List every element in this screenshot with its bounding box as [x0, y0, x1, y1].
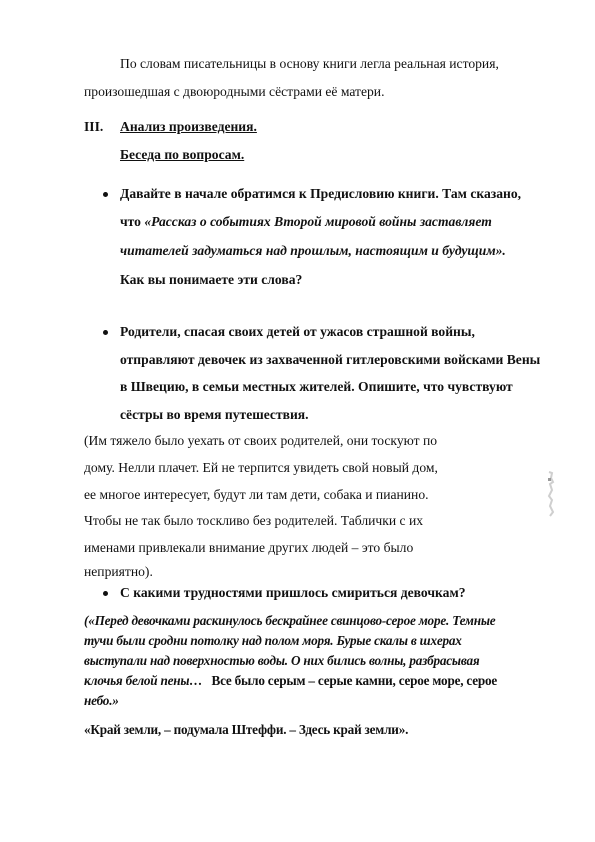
intro-line-1: По словам писательницы в основу книги легла реальная история, — [120, 56, 499, 71]
q2-line-4: сёстры во время путешествия. — [120, 407, 309, 422]
section-title: Анализ произведения. — [120, 119, 257, 134]
answer2-line-3: ее многое интересует, будут ли там дети, собака и пианино. — [84, 487, 429, 502]
section-number: III. — [84, 119, 104, 134]
quote-line-2: тучи были сродни потолку над полом моря. Бурые скалы в шхерах — [84, 633, 462, 648]
q3-line-1: С какими трудностями пришлось смириться девочкам? — [120, 585, 466, 600]
q1-line-2 — [120, 214, 492, 230]
quote-line-4 — [84, 673, 497, 689]
q2-line-3: в Швецию, в семьи местных жителей. Опишите, что чувствуют — [120, 379, 513, 394]
q2-line-2: отправляют девочек из захваченной гитлеровскими войсками Вены — [120, 352, 541, 367]
answer2-line-5: именами привлекали внимание других людей – это было — [84, 540, 414, 555]
q1-line-2a: что — [120, 214, 145, 229]
quote-line-4a: клочья белой пены… — [84, 673, 203, 688]
intro-line-2: произошедшая с двоюродными сёстрами её матери. — [84, 84, 385, 99]
q2-line-1: Родители, спасая своих детей от ужасов страшной войны, — [120, 324, 475, 339]
bullet-q3 — [103, 591, 108, 596]
bullet-q1 — [103, 192, 108, 197]
q1-line-2b: «Рассказ о событиях Второй мировой войны заставляет — [144, 214, 492, 229]
q1-line-4: Как вы понимаете эти слова? — [120, 272, 303, 287]
quote-line-3: выступали над поверхностью воды. О них бились волны, разбрасывая — [84, 653, 480, 668]
scan-mark-icon — [546, 470, 556, 518]
last-line: «Край земли, – подумала Штеффи. – Здесь край земли». — [84, 722, 409, 737]
quote-line-4b: Все было серым – серые камни, серое море, серое — [211, 673, 498, 688]
answer2-line-2: дому. Нелли плачет. Ей не терпится увидеть свой новый дом, — [84, 460, 438, 475]
answer2-line-4: Чтобы не так было тоскливо без родителей. Таблички с их — [84, 513, 424, 528]
q1-line-3: читателей задуматься над прошлым, настоящим и будущим». — [120, 243, 506, 258]
q1-line-1: Давайте в начале обратимся к Предисловию книги. Там сказано, — [120, 186, 522, 201]
bullet-q2 — [103, 330, 108, 335]
answer2-line-1: (Им тяжело было уехать от своих родителей, они тоскуют по — [84, 433, 438, 448]
section-subtitle: Беседа по вопросам. — [120, 147, 245, 162]
answer2-line-6: неприятно). — [84, 564, 153, 579]
quote-line-5: небо.» — [84, 693, 119, 708]
quote-line-1: («Перед девочками раскинулось бескрайнее свинцово-серое море. Темные — [84, 613, 496, 628]
